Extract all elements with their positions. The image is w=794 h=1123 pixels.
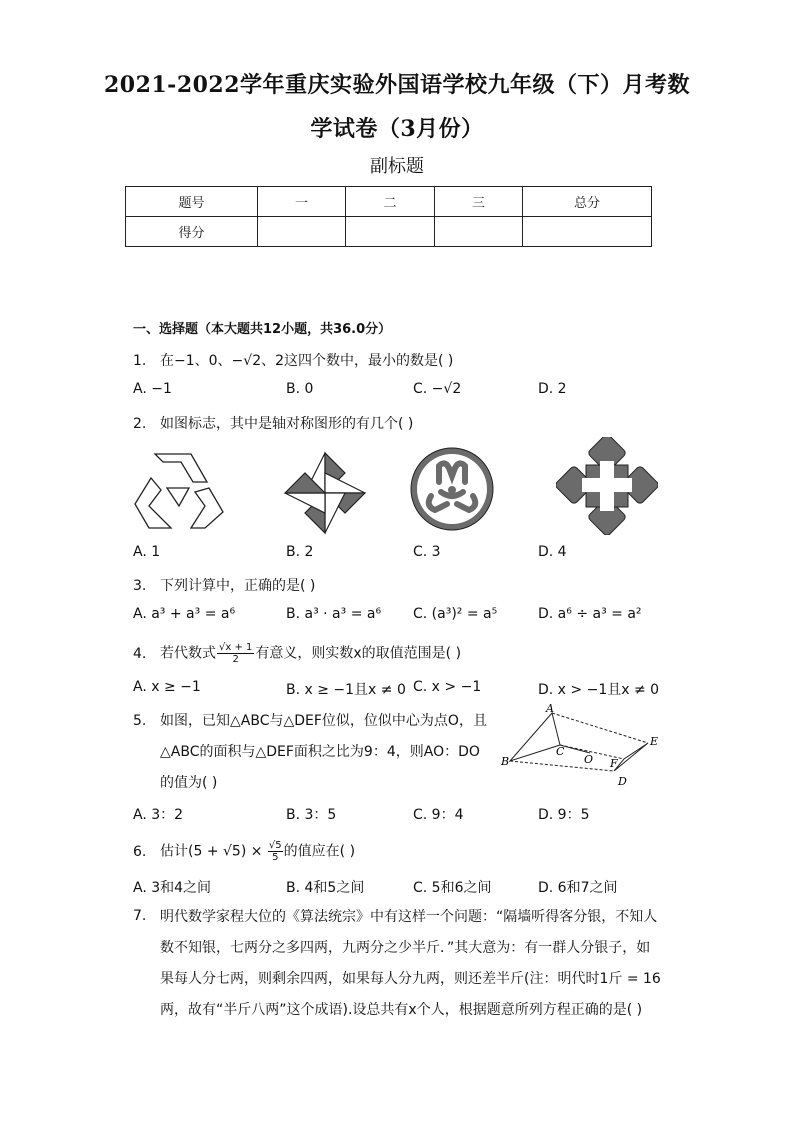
- option-a: A. a³ + a³ = a⁶: [133, 606, 236, 622]
- score-header-cell: 三: [435, 187, 523, 217]
- label-f: F: [610, 757, 618, 770]
- option-d: D. a⁶ ÷ a³ = a²: [538, 606, 642, 622]
- option-c: C. 3: [413, 544, 441, 560]
- score-cell: [346, 217, 435, 247]
- score-row-label: 得分: [126, 217, 258, 247]
- option-a: A. 1: [133, 544, 161, 560]
- paragraph-line: 果每人分七两，则剩余四两，如果每人分九两，则还差半斤(注：明代时1斤 = 16: [160, 971, 661, 987]
- question-number: 1.: [133, 353, 147, 369]
- paragraph-line: 数不知银，七两分之多四两，九两分之少半斤．”其大意为：有一群人分银子，如: [160, 940, 651, 956]
- question-5: [133, 710, 487, 730]
- option-b: B. 0: [286, 381, 314, 397]
- paragraph-line: 两，故有“半斤八两”这个成语).设总共有x个人，根据题意所列方程正确的是( ): [160, 1002, 643, 1018]
- option-a: A. x ≥ −1: [133, 679, 201, 695]
- score-cell: [523, 217, 652, 247]
- question-5-line3: 的值为( ): [160, 775, 218, 791]
- question-text-pre: 若代数式: [160, 645, 216, 662]
- option-c: C. 5和6之间: [413, 880, 492, 896]
- page-title-line2: 学试卷（3月份）: [310, 116, 484, 142]
- option-d: D. 2: [538, 381, 567, 397]
- label-o: O: [584, 753, 594, 766]
- option-b: B. 3：5: [286, 807, 337, 823]
- paragraph-line: 明代数学家程大位的《算法统宗》中有这样一个问题：“隔墙听得客分银，不知人: [160, 909, 658, 925]
- score-header-cell: 二: [346, 187, 435, 217]
- option-a: A. 3和4之间: [133, 880, 212, 896]
- label-c: C: [556, 745, 565, 758]
- option-c: C. (a³)² = a⁵: [413, 606, 498, 622]
- question-number: 7.: [133, 908, 147, 924]
- option-b: B. a³ · a³ = a⁶: [286, 606, 382, 622]
- page-title-line1: 2021-2022学年重庆实验外国语学校九年级（下）月考数: [103, 72, 691, 98]
- label-d: D: [618, 775, 627, 788]
- cross-diamond-logo-icon: [556, 437, 658, 535]
- score-table-row: [126, 217, 652, 247]
- question-number: 4.: [133, 645, 147, 662]
- fraction-numerator: √5: [268, 840, 282, 851]
- question-4: [133, 642, 461, 665]
- option-a: A. 3：2: [133, 807, 184, 823]
- question-1: [133, 350, 453, 370]
- option-a: A. −1: [133, 381, 172, 397]
- score-cell: [258, 217, 346, 247]
- score-table-header-row: [126, 187, 652, 217]
- question-6: [133, 840, 355, 863]
- option-d: D. 9：5: [538, 807, 590, 823]
- score-table: [125, 186, 652, 247]
- question-text-post: 的值应在( ): [283, 843, 356, 860]
- question-3: [133, 575, 315, 595]
- option-b: B. 2: [286, 544, 314, 560]
- label-a: A: [546, 703, 554, 715]
- fraction-denominator: 2: [232, 654, 239, 665]
- question-number: 3.: [133, 578, 147, 594]
- recycle-logo-icon: [133, 448, 225, 532]
- question-number: 6.: [133, 843, 147, 860]
- option-c: C. −√2: [413, 381, 462, 397]
- label-e: E: [650, 735, 659, 748]
- pinwheel-logo-icon: [283, 451, 367, 535]
- option-d: D. 4: [538, 544, 567, 560]
- fraction: [268, 840, 283, 863]
- score-header-cell: 题号: [126, 187, 258, 217]
- question-2: [133, 413, 413, 433]
- score-header-cell: 一: [258, 187, 346, 217]
- circle-emblem-logo-icon: [409, 446, 495, 532]
- question-text-post: 有意义，则实数x的取值范围是( ): [255, 645, 462, 662]
- option-b: B. x ≥ −1且x ≠ 0: [286, 682, 406, 698]
- score-header-cell: 总分: [523, 187, 652, 217]
- question-7: [133, 908, 160, 924]
- question-text: 在−1、0、−√2、2这四个数中，最小的数是( ): [160, 353, 454, 369]
- fraction-numerator: √x + 1: [219, 642, 253, 653]
- question-5-line2: △ABC的面积与△DEF面积之比为9：4，则AO：DO: [160, 744, 480, 760]
- question-number: 2.: [133, 416, 147, 432]
- similar-triangles-figure: [498, 703, 660, 789]
- fraction: [217, 642, 254, 665]
- score-cell: [435, 217, 523, 247]
- fraction-denominator: 5: [272, 852, 279, 863]
- label-b: B: [501, 755, 510, 768]
- question-number: 5.: [133, 713, 147, 729]
- question-text-pre: 估计(5 + √5) ×: [160, 843, 267, 860]
- question-text-line1: 如图，已知△ABC与△DEF位似，位似中心为点O，且: [160, 713, 487, 729]
- question-text: 如图标志，其中是轴对称图形的有几个( ): [160, 416, 414, 432]
- question-text: 下列计算中，正确的是( ): [160, 578, 316, 594]
- option-c: C. x > −1: [413, 679, 482, 695]
- question-7-paragraph: [160, 902, 665, 1026]
- section-heading: 一、选择题（本大题共12小题，共36.0分）: [133, 322, 392, 337]
- option-b: B. 4和5之间: [286, 880, 365, 896]
- option-d: D. x > −1且x ≠ 0: [538, 682, 660, 698]
- option-c: C. 9：4: [413, 807, 464, 823]
- option-d: D. 6和7之间: [538, 880, 618, 896]
- page-subtitle: 副标题: [370, 156, 424, 177]
